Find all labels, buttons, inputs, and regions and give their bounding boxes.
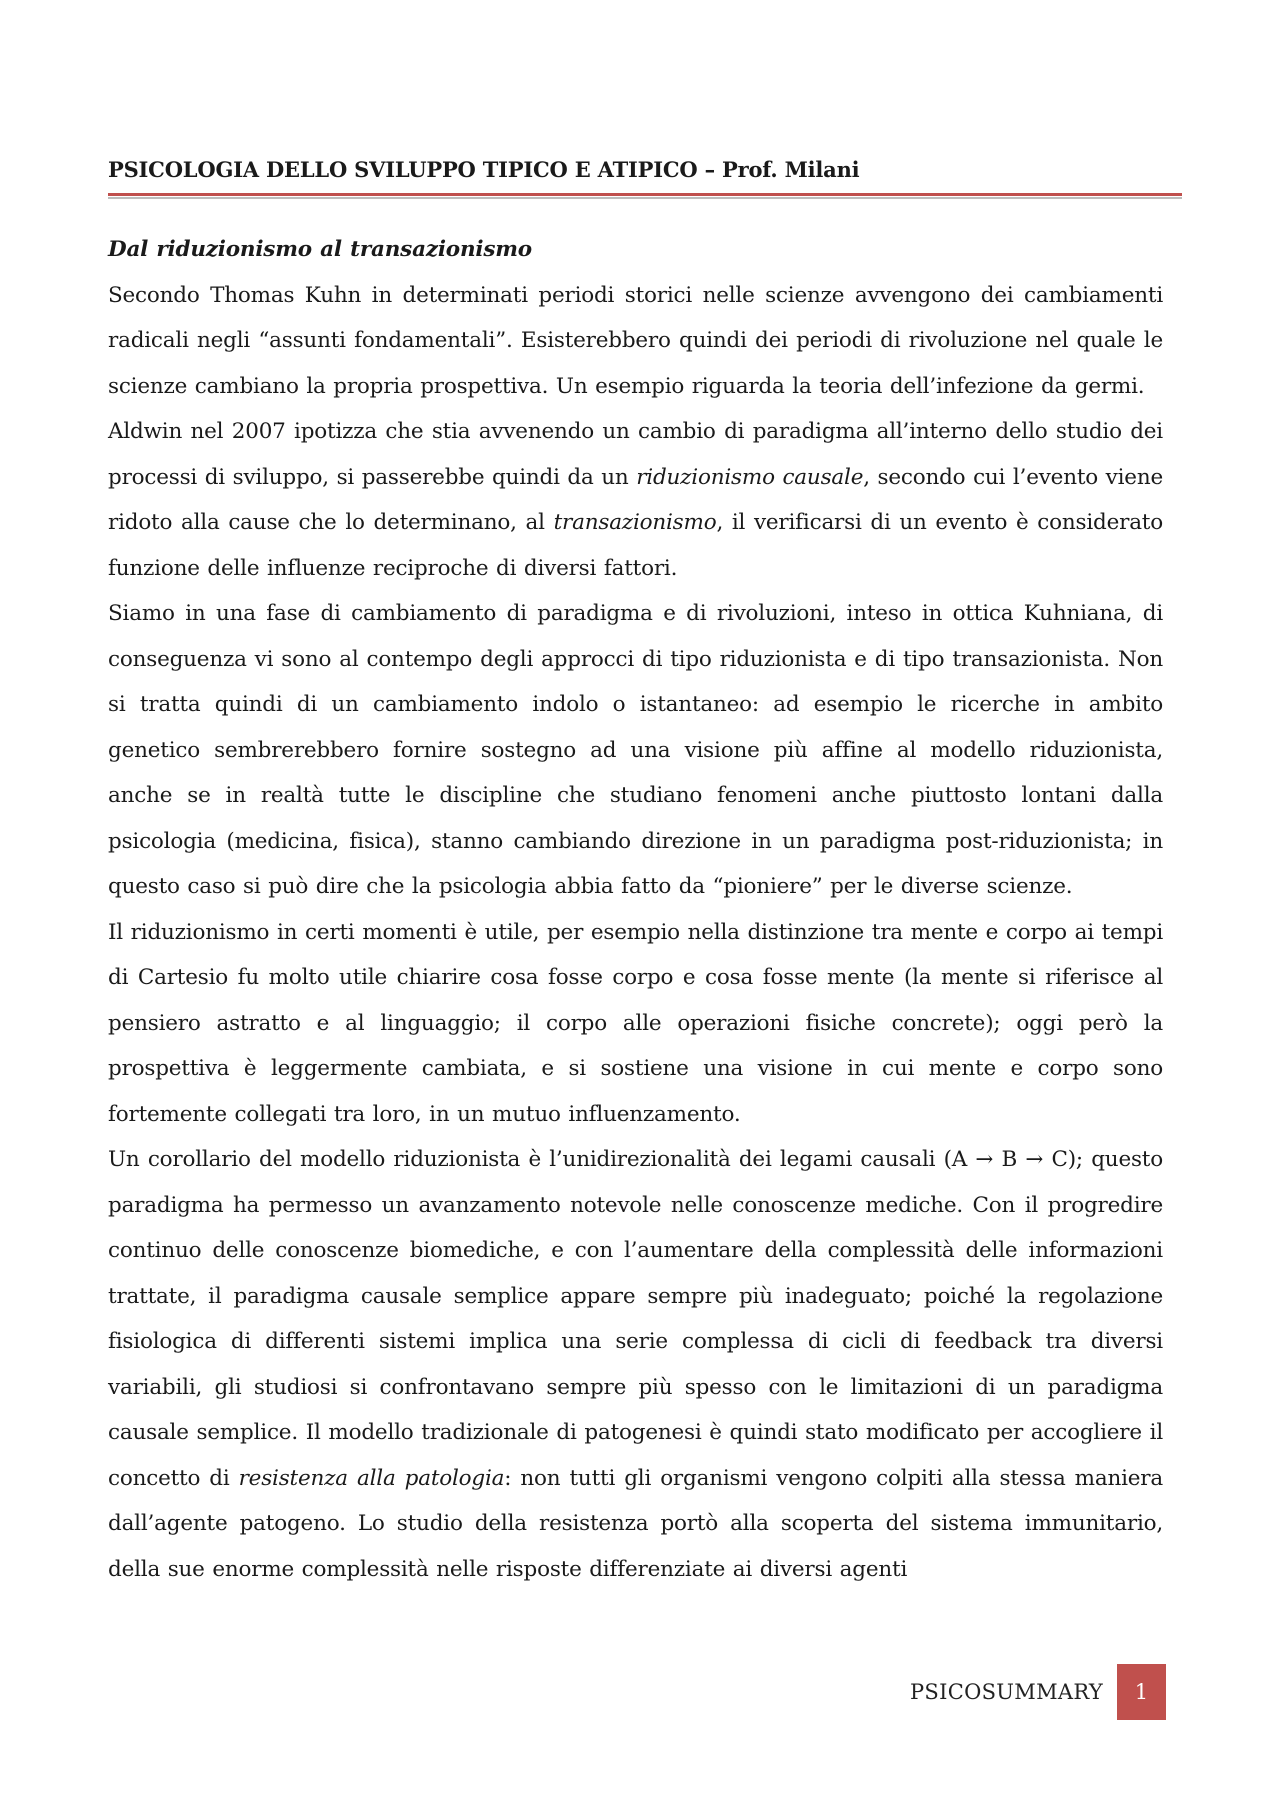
- header-rule-shadow: [108, 197, 1182, 199]
- paragraph-text: , il verificarsi di un evento è considerato funzione delle influenze reciproche di diversi fattori.: [108, 510, 1163, 581]
- document-body: [108, 227, 1163, 1592]
- paragraph-text: : non tutti gli organismi vengono colpiti alla stessa maniera dall’agente patogeno. Lo studio della resistenza portò alla scoperta del sistema immunitario, della sue enorme complessità nelle risposte differenziate ai diversi agenti: [108, 1465, 1163, 1582]
- paragraph-kuhn: Secondo Thomas Kuhn in determinati periodi storici nelle scienze avvengono dei cambiamenti radicali negli “assunti fondamentali”. Esisterebbero quindi dei periodi di rivoluzione nel quale le scienze cambiano la propria prospettiva. Un esempio riguarda la teoria dell’infezione da germi.: [108, 282, 1163, 399]
- paragraph-causal-model: [108, 1137, 1163, 1592]
- paragraph-aldwin: [108, 409, 1163, 591]
- paragraph-text: , secondo cui l’evento viene ridoto alla cause che lo determinano, al: [108, 464, 1163, 535]
- emphasis-term: resistenza alla patologia: [238, 1465, 505, 1491]
- emphasis-term: riduzionismo causale: [636, 464, 864, 490]
- page-number-badge: [1117, 1664, 1166, 1720]
- paragraph-text: Aldwin nel 2007 ipotizza che stia avvenendo un cambio di paradigma all’interno dello studio dei processi di sviluppo, si passerebbe quindi da un: [108, 419, 1163, 490]
- section-heading: Dal riduzionismo al transazionismo: [108, 237, 532, 262]
- paragraph-paradigm-shift: Siamo in una fase di cambiamento di paradigma e di rivoluzioni, inteso in ottica Kuhniana, di conseguenza vi sono al contempo degli approcci di tipo riduzionista e di tipo transazionista. Non si tratta quindi di un cambiamento indolo o istantaneo: ad esempio le ricerche in ambito genetico sembrerebbero fornire sostegno ad una visione più affine al modello riduzionista, anche se in realtà tutte le discipline che studiano fenomeni anche piuttosto lontani dalla psicologia (medicina, fisica), stanno cambiando direzione in un paradigma post-riduzionista; in questo caso si può dire che la psicologia abbia fatto da “pioniere” per le diverse scienze.: [108, 601, 1163, 899]
- paragraph-text: Un corollario del modello riduzionista è l’unidirezionalità dei legami causali (A → B → C); questo paradigma ha permesso un avanzamento notevole nelle conoscenze mediche. Con il progredire continuo delle conoscenze biomediche, e con l’aumentare della complessità delle informazioni trattate, il paradigma causale semplice appare sempre più inadeguato; poiché la regolazione fisiologica di differenti sistemi implica una serie complessa di cicli di feedback tra diversi variabili, gli studiosi si confrontavano sempre più spesso con le limitazioni di un paradigma causale semplice. Il modello tradizionale di patogenesi è quindi stato modificato per accogliere il concetto di: [108, 1147, 1163, 1491]
- page-footer: [910, 1664, 1166, 1720]
- page-header: [108, 152, 1182, 199]
- emphasis-term: transazionismo: [553, 510, 717, 535]
- paragraph-reductionism-utility: Il riduzionismo in certi momenti è utile, per esempio nella distinzione tra mente e corpo ai tempi di Cartesio fu molto utile chiarire cosa fosse corpo e cosa fosse mente (la mente si riferisce al pensiero astratto e al linguaggio; il corpo alle operazioni fisiche concrete); oggi però la prospettiva è leggermente cambiata, e si sostiene una visione in cui mente e corpo sono fortemente collegati tra loro, in un mutuo influenzamento.: [108, 919, 1163, 1127]
- footer-brand: PSICOSUMMARY: [910, 1680, 1103, 1704]
- header-rule: [108, 193, 1182, 196]
- header-title: PSICOLOGIA DELLO SVILUPPO TIPICO E ATIPICO – Prof. Milani: [108, 157, 860, 182]
- page-number: 1: [1134, 1680, 1149, 1704]
